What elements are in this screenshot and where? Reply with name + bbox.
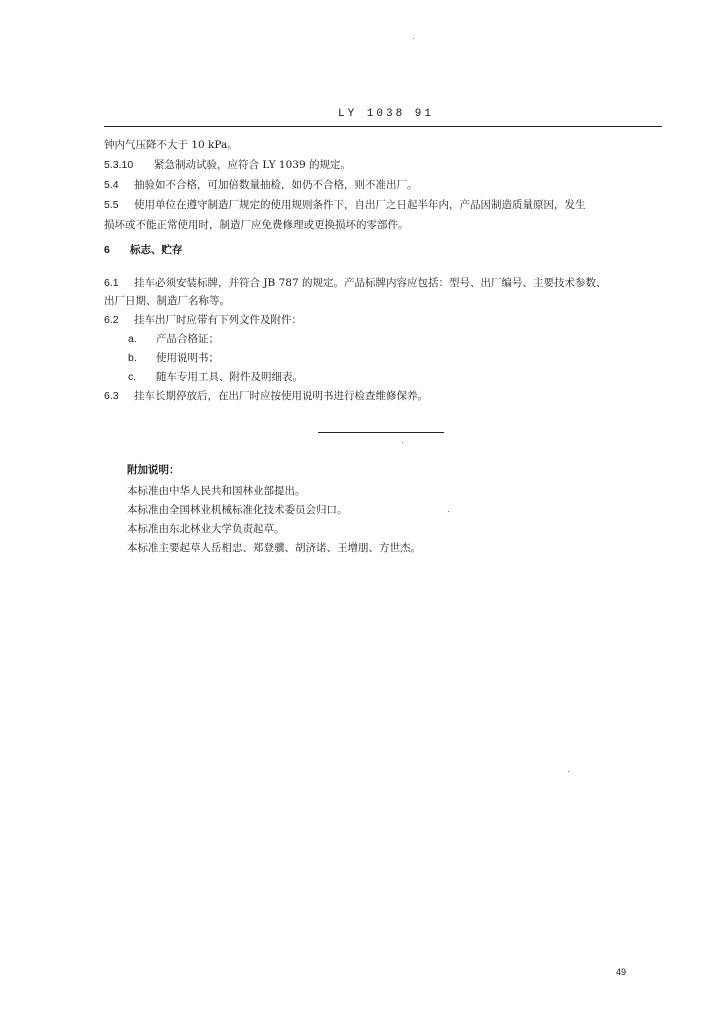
additional-notes-title: 附加说明： xyxy=(127,464,180,476)
clause-text: 使用单位在遵守制造厂规定的使用规则条件下，自出厂之日起半年内，产品因制造质量原因，发生 xyxy=(134,199,586,211)
section-6-heading xyxy=(104,243,183,257)
clause-number: 6.2 xyxy=(104,314,119,326)
list-item-text: 产品合格证； xyxy=(156,333,219,345)
scan-speck xyxy=(448,511,449,512)
note-line: 本标准主要起草人岳相忠、郑登骥、胡济诺、王增朋、方世杰。 xyxy=(127,542,421,554)
list-item-text: 使用说明书； xyxy=(156,352,219,364)
page-number: 49 xyxy=(616,967,627,977)
end-of-text-rule xyxy=(318,432,444,433)
clause-text: 紧急制动试验，应符合 LY 1039 的规定。 xyxy=(154,159,351,171)
clause-text: 挂车长期停放后，在出厂时应按使用说明书进行检查维修保养。 xyxy=(134,390,428,402)
clause-text: 抽验如不合格，可加倍数量抽检，如仍不合格，则不准出厂。 xyxy=(134,179,418,191)
clause-text: 挂车必须安装标牌，并符合 JB 787 的规定。产品标牌内容应包括：型号、出厂编号、主要技术参数、 xyxy=(134,277,607,289)
list-item-text: 随车专用工具、附件及明细表。 xyxy=(156,371,303,383)
clause-5-3-10 xyxy=(104,158,351,172)
clause-number: 6.3 xyxy=(104,390,119,402)
section-number: 6 xyxy=(104,244,110,256)
note-line: 本标准由东北林业大学负责起草。 xyxy=(127,523,285,535)
clause-number: 5.4 xyxy=(104,179,119,191)
scan-speck xyxy=(402,442,403,443)
scan-speck xyxy=(568,771,569,772)
clause-6-1-continued: 出厂日期、制造厂名称等。 xyxy=(104,295,230,307)
list-item-label: c. xyxy=(128,371,137,383)
section-title: 标志、贮存 xyxy=(130,244,183,256)
continuation-line: 钟内气压降不大于 10 kPa。 xyxy=(104,139,238,151)
list-item-label: b. xyxy=(128,352,137,364)
clause-text: 挂车出厂时应带有下列文件及附件： xyxy=(134,314,302,326)
header-rule xyxy=(104,126,662,127)
note-line: 本标准由中华人民共和国林业部提出。 xyxy=(127,485,306,497)
clause-number: 5.5 xyxy=(104,199,119,211)
clause-5-4 xyxy=(104,178,418,192)
standard-code-header: LY 1038 91 xyxy=(338,108,435,120)
clause-6-3 xyxy=(104,389,428,403)
clause-6-1 xyxy=(104,276,606,290)
list-item-label: a. xyxy=(128,333,137,345)
clause-5-5 xyxy=(104,198,586,212)
note-line: 本标准由全国林业机械标准化技术委员会归口。 xyxy=(127,504,348,516)
clause-6-2 xyxy=(104,313,302,327)
clause-5-5-continued: 损坏或不能正常使用时，制造厂应免费修理或更换损坏的零部件。 xyxy=(104,219,409,231)
clause-number: 6.1 xyxy=(104,277,119,289)
clause-number: 5.3.10 xyxy=(104,159,134,171)
scan-speck xyxy=(413,38,414,39)
